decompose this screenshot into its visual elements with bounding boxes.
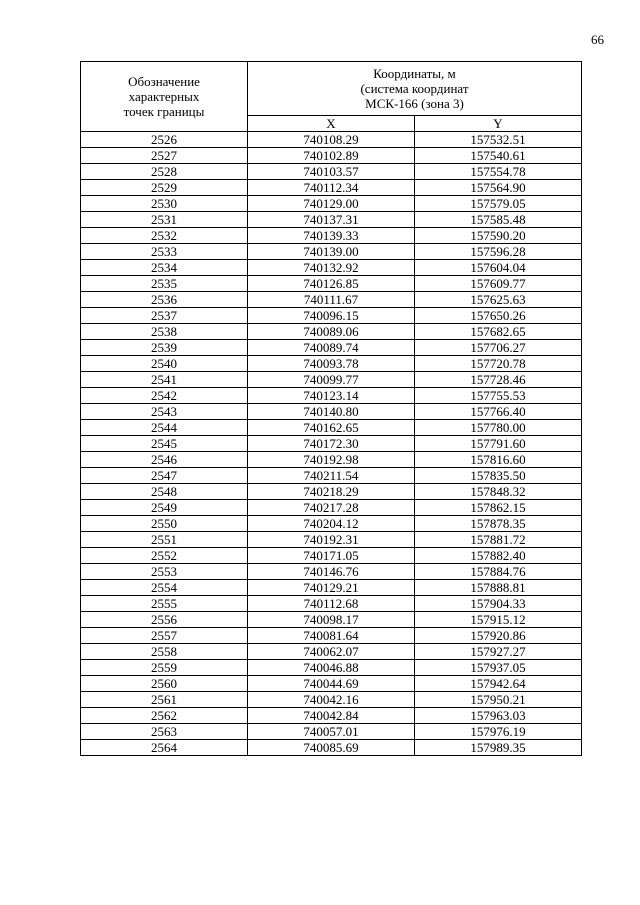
x-coordinate-cell: 740123.14 [248,388,415,404]
x-coordinate-cell: 740102.89 [248,148,415,164]
y-coordinate-cell: 157881.72 [415,532,582,548]
x-coordinate-cell: 740112.34 [248,180,415,196]
table-row [81,500,582,516]
table-row [81,308,582,324]
x-coordinate-cell: 740062.07 [248,644,415,660]
x-coordinate-cell: 740171.05 [248,548,415,564]
table-row [81,260,582,276]
point-id-cell: 2538 [81,324,248,340]
x-coordinate-cell: 740192.98 [248,452,415,468]
table-row [81,660,582,676]
y-coordinate-cell: 157950.21 [415,692,582,708]
y-coordinate-cell: 157755.53 [415,388,582,404]
y-coordinate-cell: 157720.78 [415,356,582,372]
table-row [81,516,582,532]
table-row [81,324,582,340]
table-row [81,644,582,660]
coord-header-line: МСК-166 (зона 3) [365,95,464,111]
page-number: 66 [591,32,604,47]
table-row [81,676,582,692]
table-row [81,228,582,244]
x-coordinate-cell: 740129.00 [248,196,415,212]
x-coordinate-cell: 740085.69 [248,740,415,756]
x-coordinate-cell: 740137.31 [248,212,415,228]
y-coordinate-cell: 157878.35 [415,516,582,532]
y-coordinate-cell: 157882.40 [415,548,582,564]
table-row [81,564,582,580]
x-coordinate-cell: 740046.88 [248,660,415,676]
y-coordinate-cell: 157609.77 [415,276,582,292]
point-id-cell: 2561 [81,692,248,708]
x-coordinate-cell: 740146.76 [248,564,415,580]
point-id-cell: 2552 [81,548,248,564]
table-row [81,196,582,212]
y-coordinate-cell: 157888.81 [415,580,582,596]
point-id-cell: 2548 [81,484,248,500]
table-row [81,452,582,468]
x-coordinate-cell: 740218.29 [248,484,415,500]
x-coordinate-cell: 740129.21 [248,580,415,596]
point-id-cell: 2539 [81,340,248,356]
y-coordinate-cell: 157650.26 [415,308,582,324]
table-row [81,148,582,164]
x-coordinate-cell: 740108.29 [248,132,415,148]
y-coordinate-cell: 157915.12 [415,612,582,628]
y-coordinate-cell: 157728.46 [415,372,582,388]
y-coordinate-cell: 157835.50 [415,468,582,484]
table-row [81,388,582,404]
point-id-cell: 2555 [81,596,248,612]
y-coordinate-cell: 157816.60 [415,452,582,468]
x-coordinate-cell: 740081.64 [248,628,415,644]
y-coordinate-cell: 157976.19 [415,724,582,740]
table-row [81,708,582,724]
x-coordinate-cell: 740042.84 [248,708,415,724]
point-id-cell: 2547 [81,468,248,484]
x-coordinate-cell: 740089.74 [248,340,415,356]
y-coordinate-cell: 157963.03 [415,708,582,724]
y-coordinate-cell: 157682.65 [415,324,582,340]
table-row [81,404,582,420]
point-id-cell: 2563 [81,724,248,740]
point-id-cell: 2529 [81,180,248,196]
table-row [81,580,582,596]
point-id-cell: 2544 [81,420,248,436]
table-row [81,692,582,708]
table-row [81,532,582,548]
point-header-line: точек границы [123,104,205,119]
y-coordinate-cell: 157989.35 [415,740,582,756]
y-coordinate-cell: 157554.78 [415,164,582,180]
table-row [81,340,582,356]
x-coordinate-cell: 740096.15 [248,308,415,324]
y-coordinate-cell: 157848.32 [415,484,582,500]
x-coordinate-cell: 740103.57 [248,164,415,180]
point-id-cell: 2550 [81,516,248,532]
y-coordinate-cell: 157590.20 [415,228,582,244]
point-id-cell: 2542 [81,388,248,404]
coord-header-line: (система координат [360,80,469,96]
x-coordinate-cell: 740132.92 [248,260,415,276]
table-row [81,628,582,644]
x-coordinate-cell: 740099.77 [248,372,415,388]
point-id-cell: 2535 [81,276,248,292]
point-id-cell: 2532 [81,228,248,244]
x-coordinate-cell: 740042.16 [248,692,415,708]
y-coordinate-cell: 157766.40 [415,404,582,420]
x-coordinate-cell: 740217.28 [248,500,415,516]
point-id-cell: 2526 [81,132,248,148]
point-id-cell: 2553 [81,564,248,580]
table-row [81,372,582,388]
table-row [81,740,582,756]
x-coordinate-cell: 740172.30 [248,436,415,452]
point-id-cell: 2537 [81,308,248,324]
x-coordinate-cell: 740044.69 [248,676,415,692]
point-id-cell: 2556 [81,612,248,628]
point-id-cell: 2540 [81,356,248,372]
y-coordinate-cell: 157927.27 [415,644,582,660]
point-id-cell: 2559 [81,660,248,676]
x-column-header: X [248,115,415,131]
point-id-cell: 2562 [81,708,248,724]
coordinates-table [80,61,582,756]
x-coordinate-cell: 740139.00 [248,244,415,260]
y-column-header: Y [415,115,582,131]
point-id-cell: 2543 [81,404,248,420]
table-row [81,436,582,452]
table-row [81,612,582,628]
y-coordinate-cell: 157942.64 [415,676,582,692]
point-id-cell: 2564 [81,740,248,756]
y-coordinate-cell: 157604.04 [415,260,582,276]
table-row [81,132,582,148]
x-coordinate-cell: 740139.33 [248,228,415,244]
point-id-cell: 2545 [81,436,248,452]
table-row [81,548,582,564]
y-coordinate-cell: 157791.60 [415,436,582,452]
point-id-cell: 2560 [81,676,248,692]
table-row [81,468,582,484]
table-row [81,596,582,612]
point-id-cell: 2549 [81,500,248,516]
table-row [81,420,582,436]
point-header-line: Обозначение [128,74,200,89]
point-id-cell: 2534 [81,260,248,276]
coord-header-line: Координаты, м [373,65,456,81]
point-designation-header [81,62,248,132]
x-coordinate-cell: 740093.78 [248,356,415,372]
x-coordinate-cell: 740098.17 [248,612,415,628]
x-coordinate-cell: 740192.31 [248,532,415,548]
point-id-cell: 2546 [81,452,248,468]
y-coordinate-cell: 157585.48 [415,212,582,228]
table-row [81,212,582,228]
coordinates-group-header [248,62,582,116]
y-coordinate-cell: 157706.27 [415,340,582,356]
x-coordinate-cell: 740057.01 [248,724,415,740]
point-id-cell: 2527 [81,148,248,164]
y-coordinate-cell: 157625.63 [415,292,582,308]
x-coordinate-cell: 740204.12 [248,516,415,532]
y-coordinate-cell: 157540.61 [415,148,582,164]
point-id-cell: 2551 [81,532,248,548]
table-row [81,244,582,260]
table-row [81,356,582,372]
x-coordinate-cell: 740162.65 [248,420,415,436]
table-row [81,276,582,292]
point-id-cell: 2528 [81,164,248,180]
y-coordinate-cell: 157579.05 [415,196,582,212]
x-coordinate-cell: 740126.85 [248,276,415,292]
point-id-cell: 2536 [81,292,248,308]
point-id-cell: 2541 [81,372,248,388]
x-coordinate-cell: 740089.06 [248,324,415,340]
x-coordinate-cell: 740111.67 [248,292,415,308]
y-coordinate-cell: 157884.76 [415,564,582,580]
table-row [81,164,582,180]
y-coordinate-cell: 157596.28 [415,244,582,260]
x-coordinate-cell: 740140.80 [248,404,415,420]
x-coordinate-cell: 740112.68 [248,596,415,612]
y-coordinate-cell: 157904.33 [415,596,582,612]
y-coordinate-cell: 157564.90 [415,180,582,196]
point-header-line: характерных [128,89,200,104]
y-coordinate-cell: 157920.86 [415,628,582,644]
y-coordinate-cell: 157937.05 [415,660,582,676]
table-row [81,484,582,500]
x-coordinate-cell: 740211.54 [248,468,415,484]
y-coordinate-cell: 157862.15 [415,500,582,516]
table-body [81,132,582,756]
point-id-cell: 2558 [81,644,248,660]
y-coordinate-cell: 157532.51 [415,132,582,148]
point-id-cell: 2533 [81,244,248,260]
y-coordinate-cell: 157780.00 [415,420,582,436]
point-id-cell: 2531 [81,212,248,228]
point-id-cell: 2554 [81,580,248,596]
point-id-cell: 2530 [81,196,248,212]
table-row [81,724,582,740]
table-row [81,180,582,196]
point-id-cell: 2557 [81,628,248,644]
table-row [81,292,582,308]
